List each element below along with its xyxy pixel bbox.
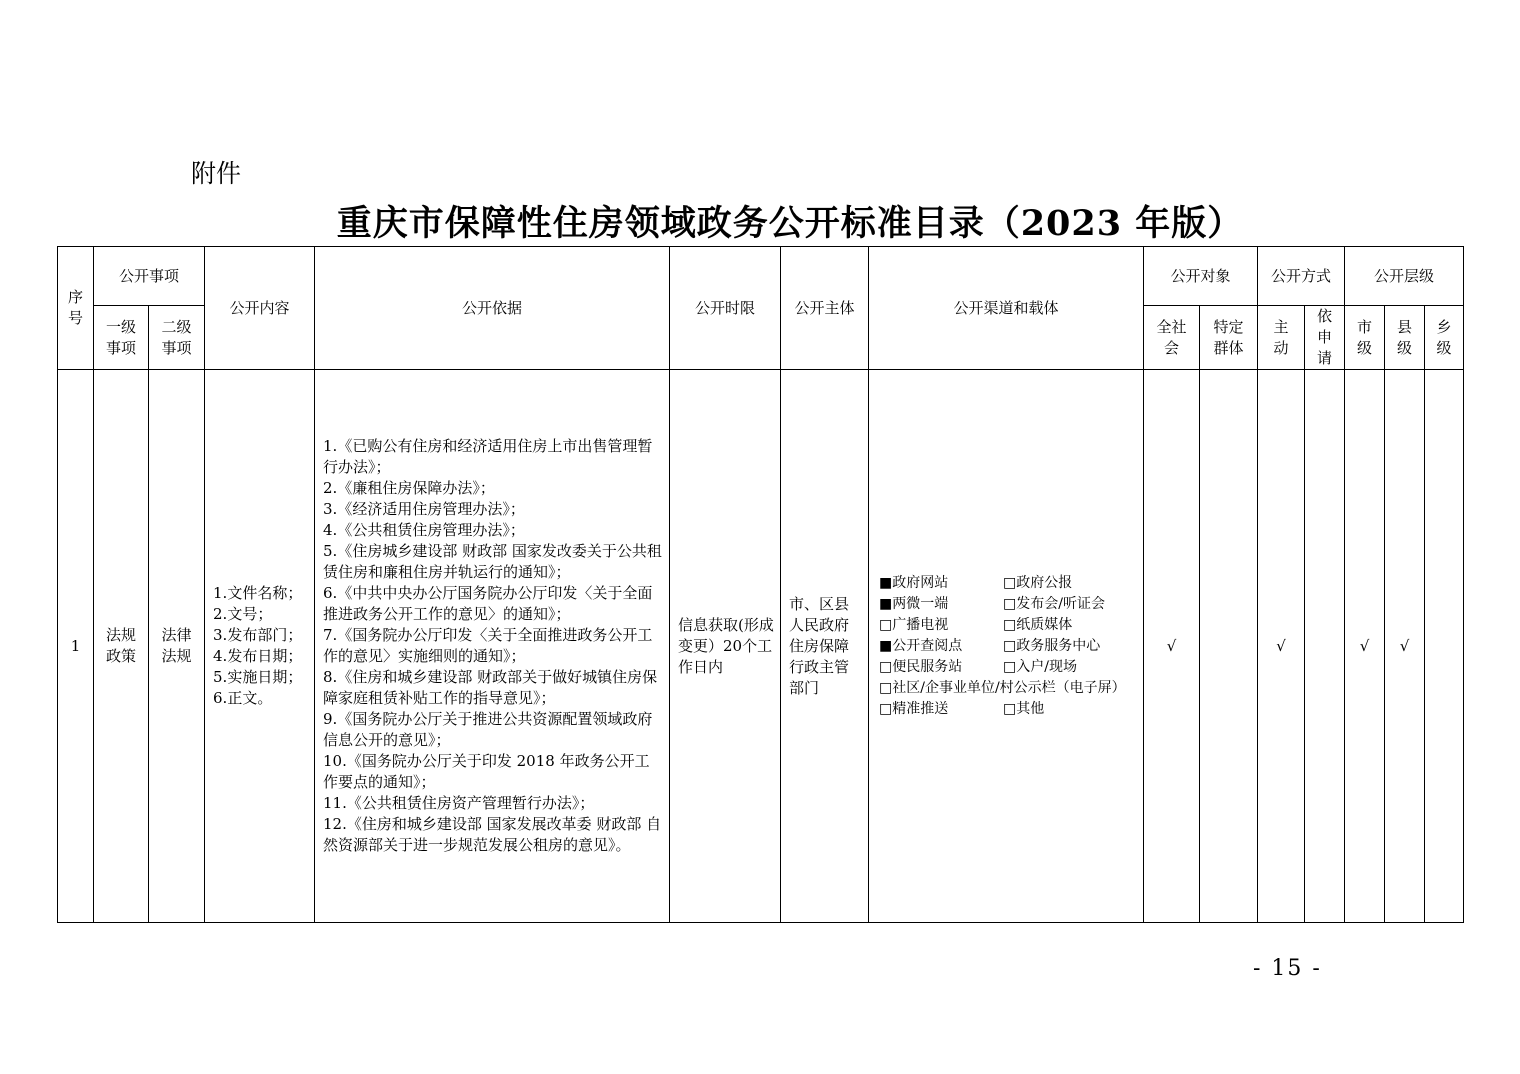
- basis-item: 3.《经济适用住房管理办法》；: [323, 500, 525, 518]
- channel-two-micro: ■两微一端: [879, 595, 949, 612]
- content-item: 6.正文。: [213, 689, 273, 707]
- channel-other: □其他: [1003, 700, 1045, 717]
- header-basis: 公开依据: [315, 247, 670, 370]
- attachment-label: 附件: [191, 159, 242, 188]
- basis-item: 9.《国务院办公厅关于推进公共资源配置领域政府信息公开的意见》；: [323, 710, 653, 749]
- cell-level2: 法律法规: [149, 370, 205, 923]
- header-level: 公开层级: [1345, 247, 1464, 306]
- check-specific-group: [1200, 370, 1258, 923]
- header-level2: 二级事项: [149, 306, 205, 370]
- check-on-request: [1305, 370, 1345, 923]
- document-title: 重庆市保障性住房领域政务公开标准目录（2023 年版）: [336, 203, 1244, 244]
- channel-service-center: □政务服务中心: [1003, 637, 1101, 654]
- catalog-table: [57, 246, 1464, 923]
- channel-list: [879, 573, 1134, 720]
- cell-level1: 法规政策: [94, 370, 149, 923]
- check-city: √: [1345, 370, 1385, 923]
- cell-subject: 市、区县人民政府住房保障行政主管部门: [781, 370, 869, 923]
- channel-door-site: □入户/现场: [1003, 658, 1077, 675]
- channel-push: □精准推送: [879, 700, 949, 717]
- cell-time-limit: 信息获取(形成变更）20个工作日内: [670, 370, 781, 923]
- basis-item: 5.《住房城乡建设部 财政部 国家发改委关于公共租赁住房和廉租住房并轨运行的通知》；: [323, 542, 662, 581]
- check-county: √: [1385, 370, 1425, 923]
- channel-bulletin: □社区/企事业单位/村公示栏（电子屏）: [879, 679, 1126, 696]
- content-item: 3.发布部门；: [213, 626, 303, 644]
- basis-item: 6.《中共中央办公厅国务院办公厅印发〈关于全面推进政务公开工作的意见〉的通知》；: [323, 584, 653, 623]
- header-county: 县级: [1385, 306, 1425, 370]
- cell-channels: [869, 370, 1144, 923]
- basis-item: 1.《已购公有住房和经济适用住房上市出售管理暂行办法》；: [323, 437, 653, 476]
- cell-basis: [315, 370, 670, 923]
- content-item: 2.文号；: [213, 605, 273, 623]
- content-item: 5.实施日期；: [213, 668, 303, 686]
- cell-serial: 1: [58, 370, 94, 923]
- header-city: 市级: [1345, 306, 1385, 370]
- channel-reading-point: ■公开查阅点: [879, 637, 963, 654]
- check-township: [1425, 370, 1464, 923]
- header-matters: 公开事项: [94, 247, 205, 306]
- header-whole-society: 全社会: [1144, 306, 1200, 370]
- cell-content: [205, 370, 315, 923]
- basis-item: 8.《住房和城乡建设部 财政部关于做好城镇住房保障家庭租赁补贴工作的指导意见》；: [323, 668, 658, 707]
- header-township: 乡级: [1425, 306, 1464, 370]
- channel-gov-gazette: □政府公报: [1003, 574, 1073, 591]
- channel-paper-media: □纸质媒体: [1003, 616, 1073, 633]
- header-on-request: 依申请: [1305, 306, 1345, 370]
- basis-item: 10.《国务院办公厅关于印发 2018 年政务公开工作要点的通知》；: [323, 752, 650, 791]
- header-method: 公开方式: [1258, 247, 1345, 306]
- header-time-limit: 公开时限: [670, 247, 781, 370]
- content-item: 4.发布日期；: [213, 647, 303, 665]
- table-row: [58, 370, 1464, 923]
- basis-item: 11.《公共租赁住房资产管理暂行办法》；: [323, 794, 595, 812]
- basis-item: 7.《国务院办公厅印发〈关于全面推进政务公开工作的意见〉实施细则的通知》；: [323, 626, 653, 665]
- header-channels: 公开渠道和载体: [869, 247, 1144, 370]
- header-level1: 一级事项: [94, 306, 149, 370]
- header-serial: 序号: [58, 247, 94, 370]
- header-specific-group: 特定群体: [1200, 306, 1258, 370]
- check-whole-society: √: [1144, 370, 1200, 923]
- content-item: 1.文件名称；: [213, 584, 303, 602]
- basis-item: 2.《廉租住房保障办法》；: [323, 479, 495, 497]
- header-audience: 公开对象: [1144, 247, 1258, 306]
- header-active: 主动: [1258, 306, 1305, 370]
- check-active: √: [1258, 370, 1305, 923]
- channel-press-conference: □发布会/听证会: [1003, 595, 1105, 612]
- header-subject: 公开主体: [781, 247, 869, 370]
- page-number: - 15 -: [1253, 956, 1322, 981]
- channel-broadcast: □广播电视: [879, 616, 949, 633]
- basis-item: 12.《住房和城乡建设部 国家发展改革委 财政部 自然资源部关于进一步规范发展公租房的意见》。: [323, 815, 662, 854]
- basis-item: 4.《公共租赁住房管理办法》；: [323, 521, 525, 539]
- channel-gov-website: ■政府网站: [879, 574, 949, 591]
- header-content: 公开内容: [205, 247, 315, 370]
- channel-convenience: □便民服务站: [879, 658, 963, 675]
